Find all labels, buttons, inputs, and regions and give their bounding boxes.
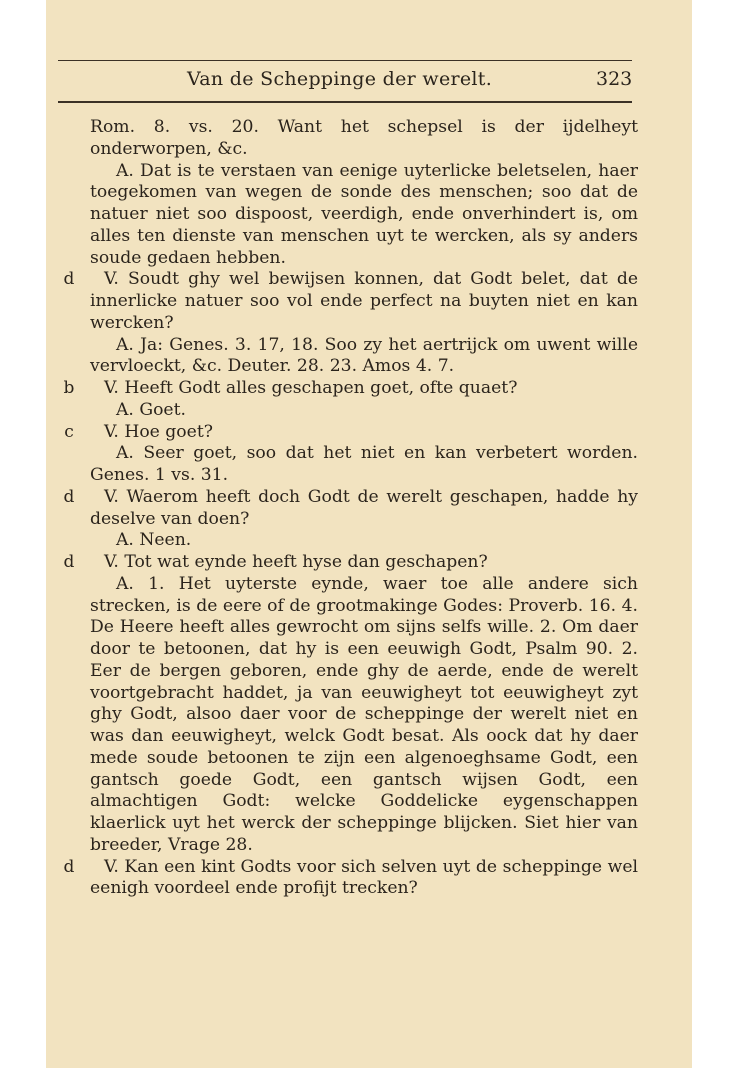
paragraph-text: A. Neen. — [116, 530, 192, 551]
paragraph-text: V. Hoe goet? — [104, 421, 213, 442]
page-number: 323 — [596, 68, 633, 90]
paragraph — [63, 856, 638, 901]
paragraph-text: V. Waerom heeft doch Godt de werelt geschapen, hadde hy deselve van doen? — [90, 486, 638, 529]
margin-mark: d — [63, 486, 75, 507]
paragraph — [90, 443, 638, 487]
margin-mark: c — [64, 421, 74, 442]
paragraph — [90, 574, 638, 857]
paragraph — [63, 269, 638, 334]
paragraph-text: A. Ja: Genes. 3. 17, 18. Soo zy het aertrijck om uwent wille vervloeckt, &c. Deuter. 28. 23. Amos 4. 7. — [90, 334, 638, 377]
running-head: Van de Scheppinge der werelt. — [187, 68, 493, 90]
header-rule-top — [58, 60, 632, 61]
margin-mark: b — [63, 378, 75, 398]
margin-mark: d — [63, 856, 75, 877]
paragraph — [90, 161, 638, 270]
paragraph-text: A. Goet. — [116, 399, 186, 420]
paragraph-text: V. Heeft Godt alles geschapen goet, ofte quaet? — [104, 378, 518, 398]
paragraph — [64, 421, 638, 444]
paragraph-text: V. Soudt ghy wel bewijsen konnen, dat Godt belet, dat de innerlicke natuer soo vol ende perfect na buyten niet en kan wercken? — [90, 269, 638, 333]
margin-mark: d — [63, 552, 75, 572]
paragraph — [90, 117, 638, 161]
paragraph-text: V. Tot wat eynde heeft hyse dan geschapen? — [104, 552, 488, 572]
paragraph — [90, 530, 638, 552]
paragraph-text: A. Seer goet, soo dat het niet en kan verbetert worden. Genes. 1 vs. 31. — [90, 443, 638, 485]
paragraph-text: A. Dat is te verstaen van eenige uyterlicke beletselen, haer toegekomen van wegen de sonde des menschen; soo dat de natuer niet soo dispoost, veerdigh, ende onverhindert is, om alles ten dienste van menschen uyt te wercken, als sy anders soude gedaen hebben. — [90, 160, 638, 268]
margin-mark: d — [63, 269, 75, 290]
paragraph-text: Rom. 8. vs. 20. Want het schepsel is der ijdelheyt onderworpen, &c. — [90, 117, 638, 159]
paragraph-text: A. 1. Het uyterste eynde, waer toe alle andere sich strecken, is de eere of de grootmakinge Godes: Proverb. 16. 4. De Heere heeft alles gewrocht om sijns selfs wille. 2. Om daer door te betoonen, dat hy is een eeuwigh Godt, Psalm 90. 2. Eer de bergen geboren, ende ghy de aerde, ende de werelt voortgebracht haddet, ja van eeuwigheyt tot eeuwigheyt zyt ghy Godt, alsoo daer voor de scheppinge der werelt niet en was dan eeuwigheyt, welck Godt besat. Als oock dat hy daer mede soude betoonen te zijn een algenoeghsame Godt, een gantsch goede Godt, een gantsch wijsen Godt, een almachtigen Godt: welcke Goddelicke eygenschappen klaerlick uyt het werck der scheppinge blijcken. Siet hier van breeder, Vrage 28. — [90, 573, 638, 855]
paragraph — [90, 400, 638, 422]
paragraph — [63, 486, 638, 531]
paragraph — [63, 378, 638, 400]
header-rule-bottom — [58, 101, 632, 103]
body-text — [63, 117, 638, 900]
paragraph-text: V. Kan een kint Godts voor sich selven uyt de scheppinge wel eenigh voordeel ende profijt trecken? — [90, 856, 638, 899]
paragraph — [63, 552, 638, 574]
paragraph — [90, 335, 638, 379]
